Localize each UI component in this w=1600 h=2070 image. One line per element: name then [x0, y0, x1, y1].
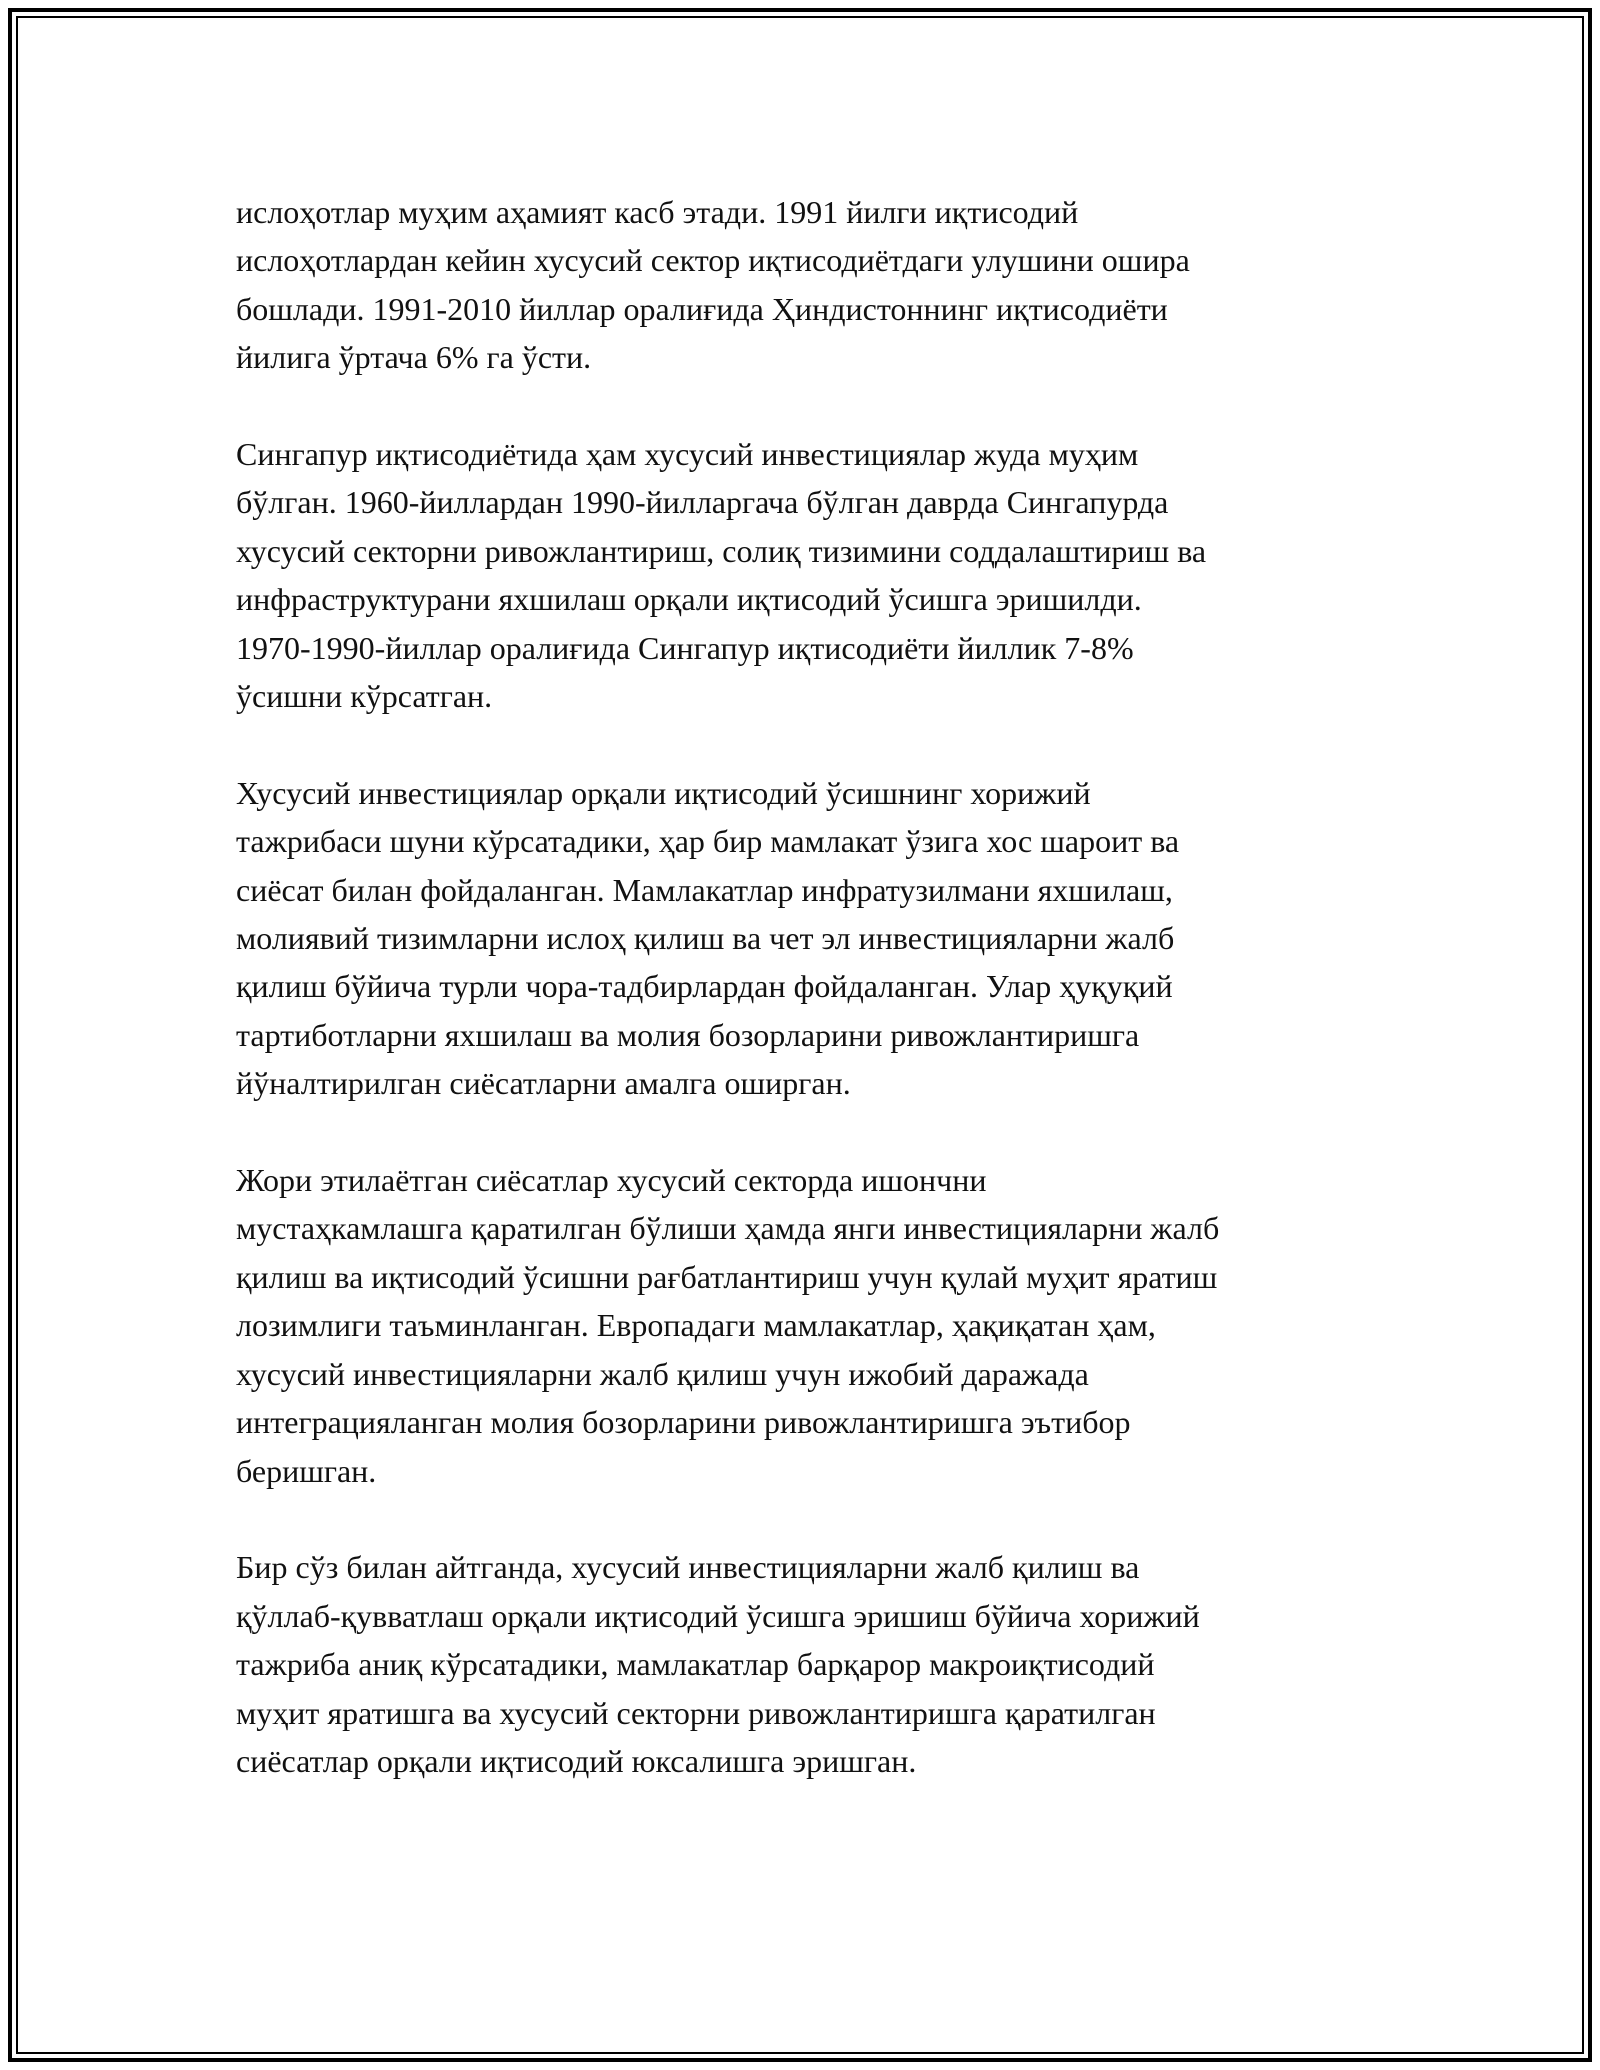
- paragraph-line: бошлади. 1991-2010 йиллар оралиғида Ҳиндистоннинг иқтисодиёти: [236, 290, 1168, 327]
- paragraph-line: тажрибаси шуни кўрсатадики, ҳар бир мамлакат ўзига хос шароит ва: [236, 823, 1180, 860]
- paragraph-line: хусусий секторни ривожлантириш, солиқ тизимини соддалаштириш ва: [236, 532, 1207, 569]
- paragraph-line: Хусусий инвестициялар орқали иқтисодий ўсишнинг хорижий: [236, 774, 1091, 811]
- document-body: [236, 188, 1376, 1834]
- paragraph-line: қилиш ва иқтисодий ўсишни рағбатлантириш учун қулай муҳит яратиш: [236, 1258, 1218, 1295]
- paragraph-line: бўлган. 1960-йиллардан 1990-йилларгача бўлган даврда Сингапурда: [236, 484, 1169, 521]
- paragraph-1: [236, 188, 1376, 382]
- paragraph-line: Жори этилаётган сиёсатлар хусусий секторда ишончни: [236, 1162, 987, 1199]
- paragraph-line: Сингапур иқтисодиётида ҳам хусусий инвестициялар жуда муҳим: [236, 436, 1139, 473]
- paragraph-line: интеграцияланган молия бозорларини ривожлантиришга эътибор: [236, 1404, 1131, 1441]
- paragraph-line: Бир сўз билан айтганда, хусусий инвестицияларни жалб қилиш ва: [236, 1549, 1140, 1586]
- paragraph-2: [236, 430, 1376, 720]
- paragraph-line: инфраструктурани яхшилаш орқали иқтисодий ўсишга эришилди.: [236, 581, 1142, 618]
- paragraph-4: [236, 1156, 1376, 1495]
- paragraph-line: ислоҳотлар муҳим аҳамият касб этади. 1991 йилги иқтисодий: [236, 194, 1079, 230]
- paragraph-line: йилига ўртача 6% га ўсти.: [236, 339, 592, 376]
- paragraph-line: тартиботларни яхшилаш ва молия бозорларини ривожлантиришга: [236, 1016, 1140, 1053]
- paragraph-line: лозимлиги таъминланган. Европадаги мамлакатлар, ҳақиқатан ҳам,: [236, 1307, 1156, 1344]
- paragraph-line: хусусий инвестицияларни жалб қилиш учун ижобий даражада: [236, 1355, 1089, 1392]
- paragraph-line: қўллаб-қувватлаш орқали иқтисодий ўсишга эришиш бўйича хорижий: [236, 1597, 1200, 1634]
- paragraph-line: йўналтирилган сиёсатларни амалга оширган.: [236, 1065, 851, 1102]
- paragraph-line: тажриба аниқ кўрсатадики, мамлакатлар барқарор макроиқтисодий: [236, 1646, 1155, 1683]
- paragraph-line: сиёсат билан фойдаланган. Мамлакатлар инфратузилмани яхшилаш,: [236, 871, 1173, 908]
- paragraph-3: [236, 769, 1376, 1108]
- paragraph-5: [236, 1543, 1376, 1785]
- paragraph-line: 1970-1990-йиллар оралиғида Сингапур иқтисодиёти йиллик 7-8%: [236, 629, 1134, 666]
- paragraph-line: муҳит яратишга ва хусусий секторни ривожлантиришга қаратилган: [236, 1694, 1156, 1731]
- paragraph-line: ўсишни кўрсатган.: [236, 678, 493, 715]
- paragraph-line: мустаҳкамлашга қаратилган бўлиши ҳамда янги инвестицияларни жалб: [236, 1210, 1220, 1247]
- paragraph-line: қилиш бўйича турли чора-тадбирлардан фойдаланган. Улар ҳуқуқий: [236, 968, 1173, 1005]
- paragraph-line: беришган.: [236, 1452, 377, 1489]
- paragraph-line: ислоҳотлардан кейин хусусий сектор иқтисодиётдаги улушини ошира: [236, 242, 1190, 279]
- paragraph-line: сиёсатлар орқали иқтисодий юксалишга эришган.: [236, 1742, 917, 1779]
- paragraph-line: молиявий тизимларни ислоҳ қилиш ва чет эл инвестицияларни жалб: [236, 920, 1175, 957]
